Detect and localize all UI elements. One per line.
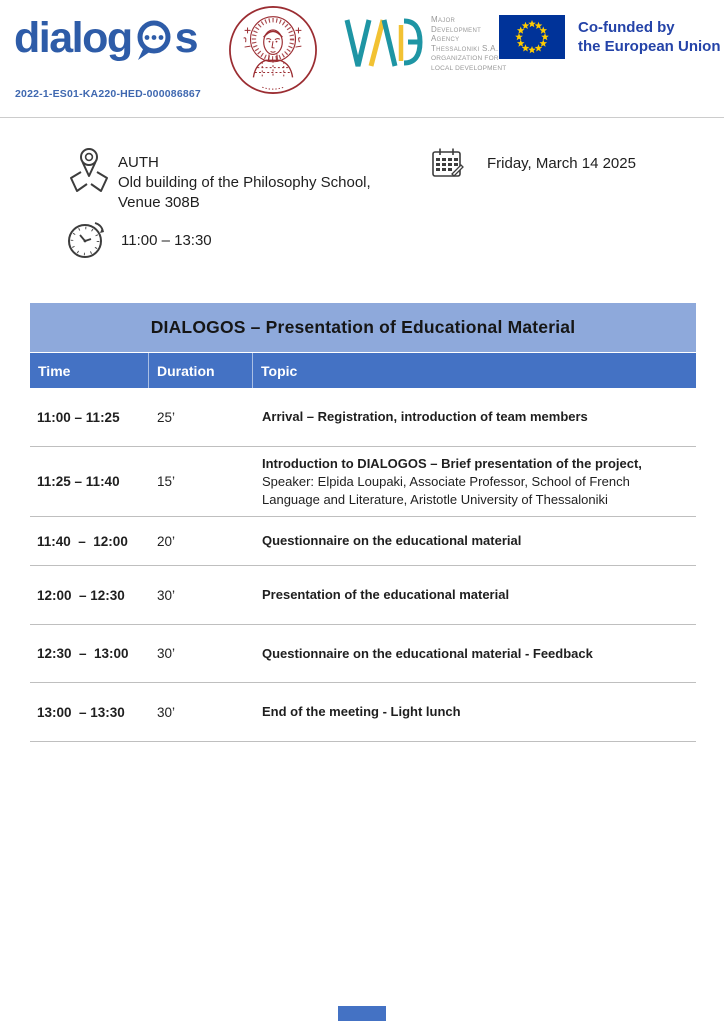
time-cell: 11:25 – 11:40 — [37, 474, 120, 489]
table-title: DIALOGOS – Presentation of Educational Material — [30, 303, 696, 353]
topic-cell — [252, 449, 696, 515]
dialogos-logo — [14, 12, 197, 71]
eu-cofunded-line2: the European Union — [578, 38, 721, 55]
event-time-range: 11:00 – 13:30 — [121, 232, 212, 249]
topic-cell — [252, 402, 696, 432]
location-building: Old building of the Philosophy School, — [118, 174, 371, 191]
footer-accent-bar — [338, 1006, 386, 1021]
calendar-icon — [431, 147, 465, 186]
mda-logo — [344, 13, 506, 78]
map-pin-icon — [68, 145, 110, 200]
location-text — [118, 153, 371, 213]
topic-main: Arrival – Registration, introduction of team members — [262, 409, 588, 424]
agenda-table — [30, 303, 696, 742]
project-code: 2022-1-ES01-KA220-HED-000086867 — [15, 88, 201, 100]
column-header-duration: Duration — [148, 353, 252, 388]
topic-main: Questionnaire on the educational material - Feedback — [262, 645, 593, 661]
mda-logo-text — [431, 15, 506, 73]
topic-main: Presentation of the educational material — [262, 587, 510, 602]
eu-cofunded-line1: Co-funded by — [578, 19, 675, 36]
location-venue: Venue 308B — [118, 194, 200, 211]
mda-logo-mark-icon — [344, 13, 424, 78]
duration-cell: 20’ — [157, 533, 176, 549]
mda-text-line: Major — [431, 15, 456, 24]
table-row — [30, 447, 696, 517]
topic-cell — [252, 639, 696, 669]
dialogos-logo-text-post: s — [174, 14, 198, 62]
topic-detail: Speaker: Elpida Loupaki, Associate Professor, School of French Language and Literature, Aristotle University of Thessaloniki — [262, 473, 630, 507]
column-header-topic: Topic — [252, 353, 696, 388]
eu-flag-icon — [499, 15, 565, 64]
mda-text-line: Thessaloniki S.A. — [431, 43, 499, 53]
mda-text-line: Agency — [431, 34, 460, 43]
speech-bubble-icon — [134, 18, 174, 71]
table-row — [30, 625, 696, 683]
mda-text-subline: ORGANIZATION FOR — [431, 55, 499, 62]
time-cell: 11:00 – 11:25 — [37, 409, 120, 425]
dialogos-logo-text-pre: dialog — [14, 14, 132, 62]
event-date: Friday, March 14 2025 — [487, 155, 636, 172]
clock-icon — [65, 219, 107, 266]
table-row — [30, 517, 696, 566]
table-row — [30, 566, 696, 625]
time-cell: 12:00 – 12:30 — [37, 587, 125, 603]
eu-cofunded-label — [578, 18, 721, 56]
duration-cell: 15’ — [157, 474, 176, 489]
table-row — [30, 388, 696, 447]
location-name: AUTH — [118, 154, 159, 171]
topic-cell — [252, 697, 696, 727]
time-cell: 12:30 – 13:00 — [37, 646, 129, 661]
table-body — [30, 388, 696, 742]
duration-cell: 30’ — [157, 646, 176, 661]
topic-main: End of the meeting - Light lunch — [262, 704, 461, 719]
topic-main: Questionnaire on the educational material — [262, 533, 522, 548]
duration-cell: 25’ — [157, 409, 176, 425]
mda-text-line: Development — [431, 24, 482, 34]
mda-text-subline: LOCAL DEVELOPMENT — [431, 65, 507, 72]
time-cell: 13:00 – 13:30 — [37, 704, 125, 720]
time-cell: 11:40 – 12:00 — [37, 533, 128, 549]
topic-cell — [252, 526, 696, 556]
eu-cofunded-block — [499, 15, 721, 64]
duration-cell: 30’ — [157, 587, 176, 603]
auth-university-seal-icon — [227, 2, 319, 103]
table-header-row — [30, 353, 696, 388]
topic-cell — [252, 580, 696, 610]
topic-main: Introduction to DIALOGOS – Brief presentation of the project, — [262, 455, 642, 471]
table-row — [30, 683, 696, 742]
column-header-time: Time — [38, 362, 71, 379]
header-divider — [0, 117, 724, 118]
duration-cell: 30’ — [157, 704, 176, 720]
